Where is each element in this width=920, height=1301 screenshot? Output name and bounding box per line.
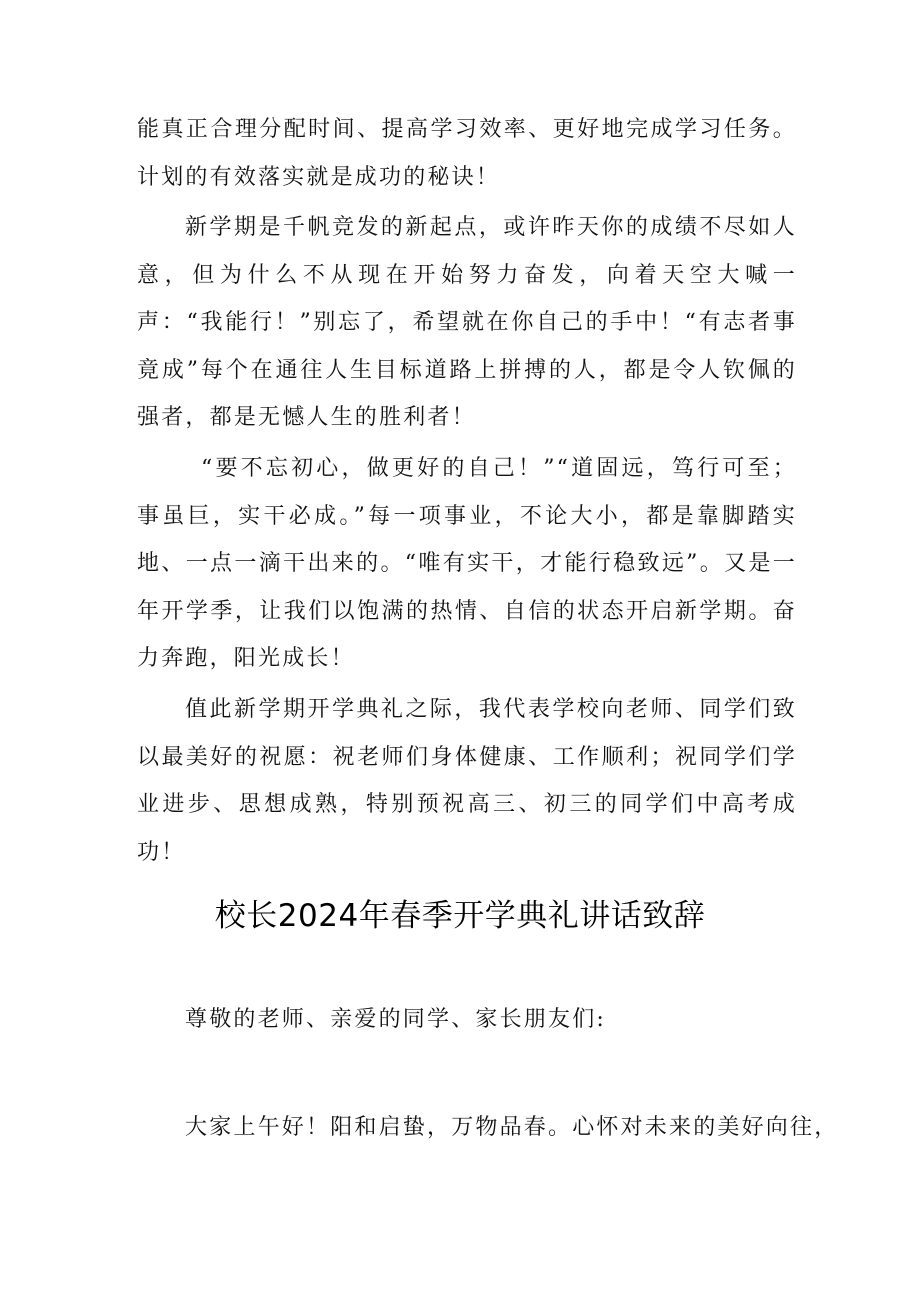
paragraph-plan-conclusion: 能真正合理分配时间、提高学习效率、更好地完成学习任务。计划的有效落实就是成功的秘诀！ <box>137 117 797 190</box>
paragraph-best-wishes: 值此新学期开学典礼之际，我代表学校向老师、同学们致以最美好的祝愿：祝老师们身体健康、工作顺利；祝同学们学业进步、思想成熟，特别预祝高三、初三的同学们中高考成功！ <box>137 697 797 865</box>
salutation: 尊敬的老师、亲爱的同学、家长朋友们: <box>185 1007 607 1032</box>
paragraph-new-semester: 新学期是千帆竞发的新起点，或许昨天你的成绩不尽如人意，但为什么不从现在开始努力奋发，向着天空大喊一声：“我能行！”别忘了，希望就在你自己的手中！“有志者事竟成”每个在通往人生目标道路上拼搏的人，都是令人钦佩的强者，都是无憾人生的胜利者！ <box>137 215 797 430</box>
speech-title: 校长2024年春季开学典礼讲话致辞 <box>214 898 706 934</box>
paragraph-original-intention: “要不忘初心，做更好的自己！”“道固远，笃行可至；事虽巨，实干必成。”每一项事业，不论大小，都是靠脚踏实地、一点一滴干出来的。“唯有实干，才能行稳致远”。又是一年开学季，让我们以饱满的热情、自信的状态开启新学期。奋力奔跑，阳光成长！ <box>137 456 797 671</box>
opening-line: 大家上午好！阳和启蛰，万物品春。心怀对未来的美好向往， <box>185 1115 839 1140</box>
